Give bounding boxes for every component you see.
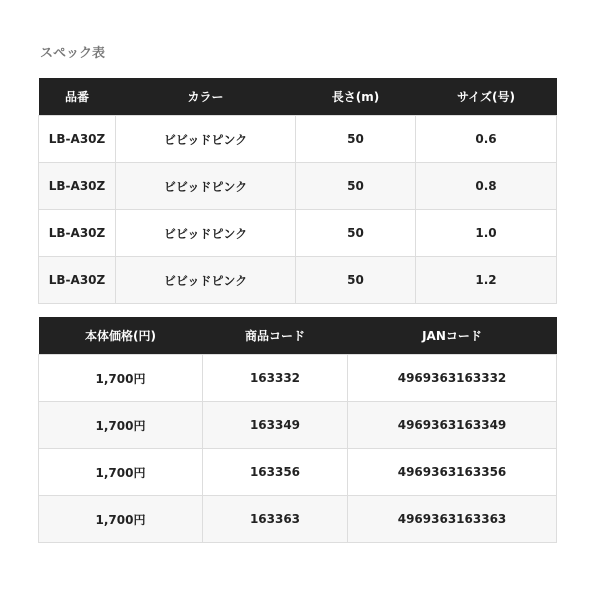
color-cell: ビビッドピンク (116, 163, 296, 210)
table-row (39, 116, 557, 163)
size-cell: 1.2 (416, 257, 557, 304)
jan-code-cell: 4969363163356 (348, 449, 557, 496)
header-length: 長さ(m) (296, 78, 416, 116)
color-cell: ビビッドピンク (116, 257, 296, 304)
header-price: 本体価格(円) (39, 317, 203, 355)
part-number-cell: LB-A30Z (39, 257, 116, 304)
header-row (39, 317, 557, 355)
header-row (39, 78, 557, 116)
length-cell: 50 (296, 210, 416, 257)
table-row (39, 163, 557, 210)
price-cell: 1,700円 (39, 449, 203, 496)
size-cell: 0.8 (416, 163, 557, 210)
header-jan-code: JANコード (348, 317, 557, 355)
part-number-cell: LB-A30Z (39, 210, 116, 257)
header-product-code: 商品コード (203, 317, 348, 355)
jan-code-cell: 4969363163349 (348, 402, 557, 449)
spec-table (38, 78, 557, 304)
length-cell: 50 (296, 163, 416, 210)
price-cell: 1,700円 (39, 355, 203, 402)
part-number-cell: LB-A30Z (39, 116, 116, 163)
price-cell: 1,700円 (39, 496, 203, 543)
table-row (39, 355, 557, 402)
length-cell: 50 (296, 257, 416, 304)
product-code-cell: 163332 (203, 355, 348, 402)
size-cell: 1.0 (416, 210, 557, 257)
section-title: スペック表 (40, 46, 106, 61)
jan-code-cell: 4969363163332 (348, 355, 557, 402)
color-cell: ビビッドピンク (116, 116, 296, 163)
size-cell: 0.6 (416, 116, 557, 163)
price-table (38, 317, 557, 543)
product-code-cell: 163356 (203, 449, 348, 496)
part-number-cell: LB-A30Z (39, 163, 116, 210)
table-row (39, 257, 557, 304)
product-code-cell: 163349 (203, 402, 348, 449)
length-cell: 50 (296, 116, 416, 163)
header-color: カラー (116, 78, 296, 116)
header-part-number: 品番 (39, 78, 116, 116)
price-cell: 1,700円 (39, 402, 203, 449)
header-size: サイズ(号) (416, 78, 557, 116)
color-cell: ビビッドピンク (116, 210, 296, 257)
jan-code-cell: 4969363163363 (348, 496, 557, 543)
table-row (39, 496, 557, 543)
table-row (39, 449, 557, 496)
product-code-cell: 163363 (203, 496, 348, 543)
table-row (39, 210, 557, 257)
table-row (39, 402, 557, 449)
